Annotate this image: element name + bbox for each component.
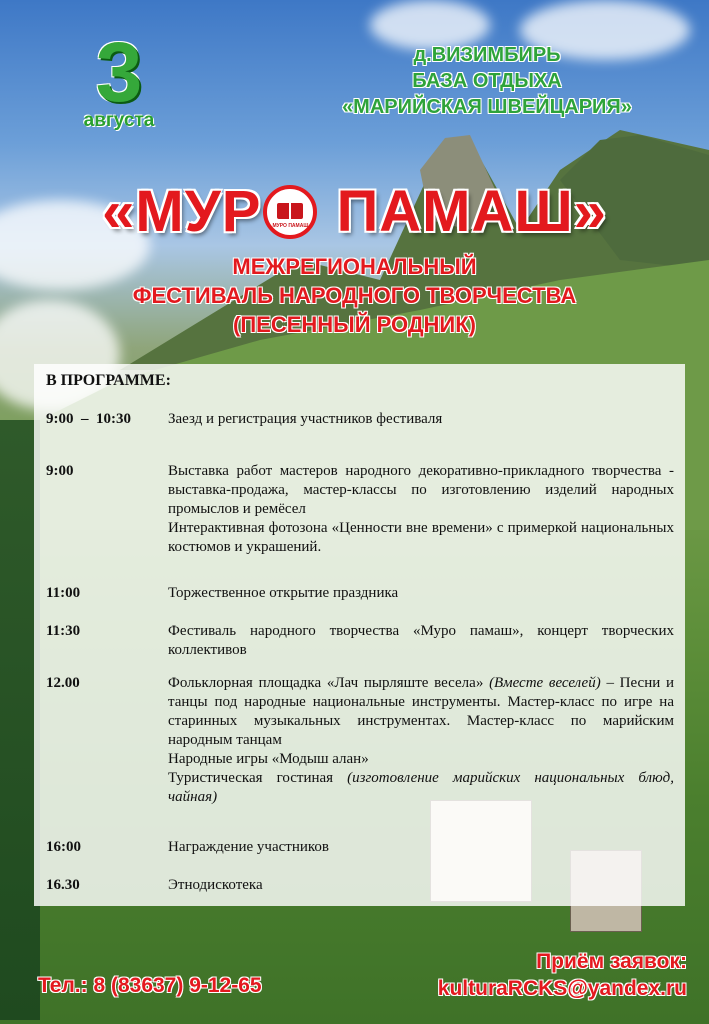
festival-subtitle bbox=[0, 252, 709, 339]
program-desc: Заезд и регистрация участников фестиваля bbox=[168, 411, 443, 427]
date-day: 3 bbox=[95, 25, 143, 119]
program-desc: Фестиваль народного творчества «Муро памаш», концерт творческих коллективов bbox=[168, 623, 674, 658]
festival-title bbox=[0, 178, 709, 245]
book-icon bbox=[277, 203, 303, 219]
subtitle-line-3: (ПЕСЕННЫЙ РОДНИК) bbox=[233, 312, 476, 337]
logo-text: МУРО ПАМАШ bbox=[272, 222, 309, 229]
program-panel bbox=[34, 364, 685, 906]
subtitle-line-2: ФЕСТИВАЛЬ НАРОДНОГО ТВОРЧЕСТВА bbox=[132, 283, 577, 308]
program-time: 16.30 bbox=[46, 877, 80, 893]
program-heading: В ПРОГРАММЕ: bbox=[46, 372, 171, 389]
contact-phone[interactable]: Тел.: 8 (83637) 9-12-65 bbox=[38, 974, 262, 997]
program-desc: Торжественное открытие праздника bbox=[168, 585, 399, 601]
date-month: августа bbox=[83, 110, 155, 131]
program-time: 11:00 bbox=[46, 585, 81, 601]
program-time: 9:00 – 10:30 bbox=[46, 411, 131, 427]
venue-type: БАЗА ОТДЫХА bbox=[412, 70, 562, 92]
contact-email[interactable]: kulturaRCKS@yandex.ru bbox=[437, 977, 687, 1000]
program-time: 12.00 bbox=[46, 675, 80, 691]
program-desc: Этнодискотека bbox=[168, 877, 263, 893]
applications-block bbox=[438, 948, 687, 1002]
program-time: 11:30 bbox=[46, 623, 81, 639]
event-date bbox=[64, 25, 174, 132]
venue-village: д.ВИЗИМБИРЬ bbox=[413, 44, 561, 66]
venue-name: «МАРИЙСКАЯ ШВЕЙЦАРИЯ» bbox=[342, 96, 632, 118]
festival-logo-icon bbox=[263, 185, 317, 239]
program-desc: Награждение участников bbox=[168, 839, 329, 855]
venue-block bbox=[287, 42, 687, 120]
program-time: 9:00 bbox=[46, 463, 74, 479]
title-left: «МУР bbox=[102, 179, 262, 244]
title-right: ПАМАШ» bbox=[336, 179, 607, 244]
program-time: 16:00 bbox=[46, 839, 81, 855]
subtitle-line-1: МЕЖРЕГИОНАЛЬНЫЙ bbox=[232, 254, 477, 279]
program-desc: Выставка работ мастеров народного декоративно-прикладного творчества - выставка-продажа, мастер-классы по изготовлению изделий народных промыслов и ремёсел Интерактивная фотозона «Ценности вне времени» с примеркой национальных костюмов и украшений. bbox=[168, 463, 674, 555]
program-desc: Фольклорная площадка «Лач пырляште весела» (Вместе веселей) – Песни и танцы под народные национальные инструменты. Мастер-класс по игре на старинных музыкальных инструментах. Мастер-класс по марийским народным танцам Народные игры «Модыш алан» Туристическая гостиная (изготовление марийских национальных блюд, чайная) bbox=[168, 675, 675, 805]
applications-label: Приём заявок: bbox=[536, 950, 687, 973]
